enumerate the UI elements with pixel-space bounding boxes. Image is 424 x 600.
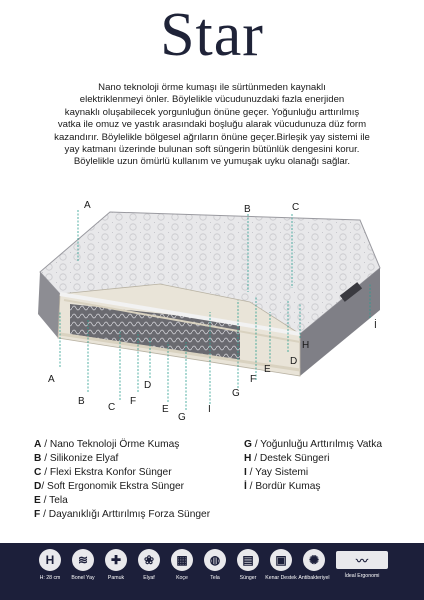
spring-icon: ≋ [72,549,94,571]
description-line: Nano teknoloji örme kumaşı ile sürtünmeden kaynaklı [98,82,326,93]
feature-foam: ▤ Sünger [228,549,268,581]
feature-edge-support: ▣ Kenar Destek [261,549,301,581]
callout-label: C [108,402,116,413]
legend-item: B / Silikonize Elyaf [34,453,119,464]
legend-item: C / Flexi Ekstra Konfor Sünger [34,467,172,478]
callout-label: E [264,364,271,375]
callout-label: H [302,340,310,351]
callout-label: G [178,412,186,423]
edge-support-icon: ▣ [270,549,292,571]
brand-title: Star [160,1,264,69]
cotton-icon: ✚ [105,549,127,571]
callout-label: C [292,202,300,213]
feature-bonel-spring: ≋ Bonel Yay [63,549,103,581]
feature-fiber: ❀ Elyaf [129,549,169,581]
fabric-icon: ◍ [204,549,226,571]
callout-label: A [84,200,91,211]
callout-label: A [48,374,55,385]
feature-bar [0,543,424,600]
foam-icon: ▤ [237,549,259,571]
callout-label: D [144,380,152,391]
height-icon: H [39,549,61,571]
legend-left-column [34,438,210,522]
legend-item: F / Dayanıklığı Arttırılmış Forza Sünger [34,509,211,520]
callout-label: I [208,404,211,415]
antibacterial-icon: ✺ [303,549,325,571]
legend-item: İ / Bordür Kumaş [244,481,321,492]
description-line: vatka ile omuz ve yastık arasındaki boşluğu alarak vücudunuza düz form [57,119,367,131]
legend-item: G / Yoğunluğu Arttırılmış Vatka [244,439,382,450]
product-description [22,82,402,169]
legend-item: E / Tela [34,495,68,506]
fiber-icon: ❀ [138,549,160,571]
callout-label: B [78,396,85,407]
ergonomic-icon: 〰 [336,551,388,569]
description-line: elektriklenmeyi önler. Böylelikle vücudunuzdaki fazla enerjiden [79,94,345,106]
callout-label: F [250,374,257,385]
feature-antibacterial: ✺ Antibakteriyel [294,549,334,581]
quilt-icon: ▦ [171,549,193,571]
description-line: yay katmanı üzerinde bulunan soft süngerin bütünlük dengesini korur. [64,144,360,156]
feature-tela: ◍ Tela [195,549,235,581]
callout-label: E [162,404,169,415]
feature-koce: ▦ Koçe [162,549,202,581]
callout-label: G [232,388,240,399]
legend-right-column [244,438,382,494]
description-line: Böylelikle uzun ömürlü kullanım ve yumuşak uyku olanağı sağlar. [73,156,351,168]
legend-item: D/ Soft Ergonomik Ekstra Sünger [34,481,185,492]
callout-label: B [244,204,251,215]
callout-label: F [130,396,137,407]
callout-label: İ [374,320,377,331]
feature-cotton: ✚ Pamuk [96,549,136,581]
callout-label: D [290,356,298,367]
feature-ergonomic: 〰 İdeal Ergonomi [334,549,390,579]
legend-item: I / Yay Sistemi [244,467,309,478]
description-line: kazandırır. Böylelikle bölgesel ağrıların önüne geçer.Birleşik yay sistemi ile [54,131,370,143]
mattress-cutaway-illustration [0,192,424,424]
legend-item: H / Destek Süngeri [244,453,330,464]
feature-height: H H: 28 cm [30,549,70,581]
legend-item: A / Nano Teknoloji Örme Kumaş [34,439,180,450]
description-line: kaynaklı oluşabilecek yorgunluğun önüne geçer. Yoğunluğu arttırılmış [64,106,360,118]
